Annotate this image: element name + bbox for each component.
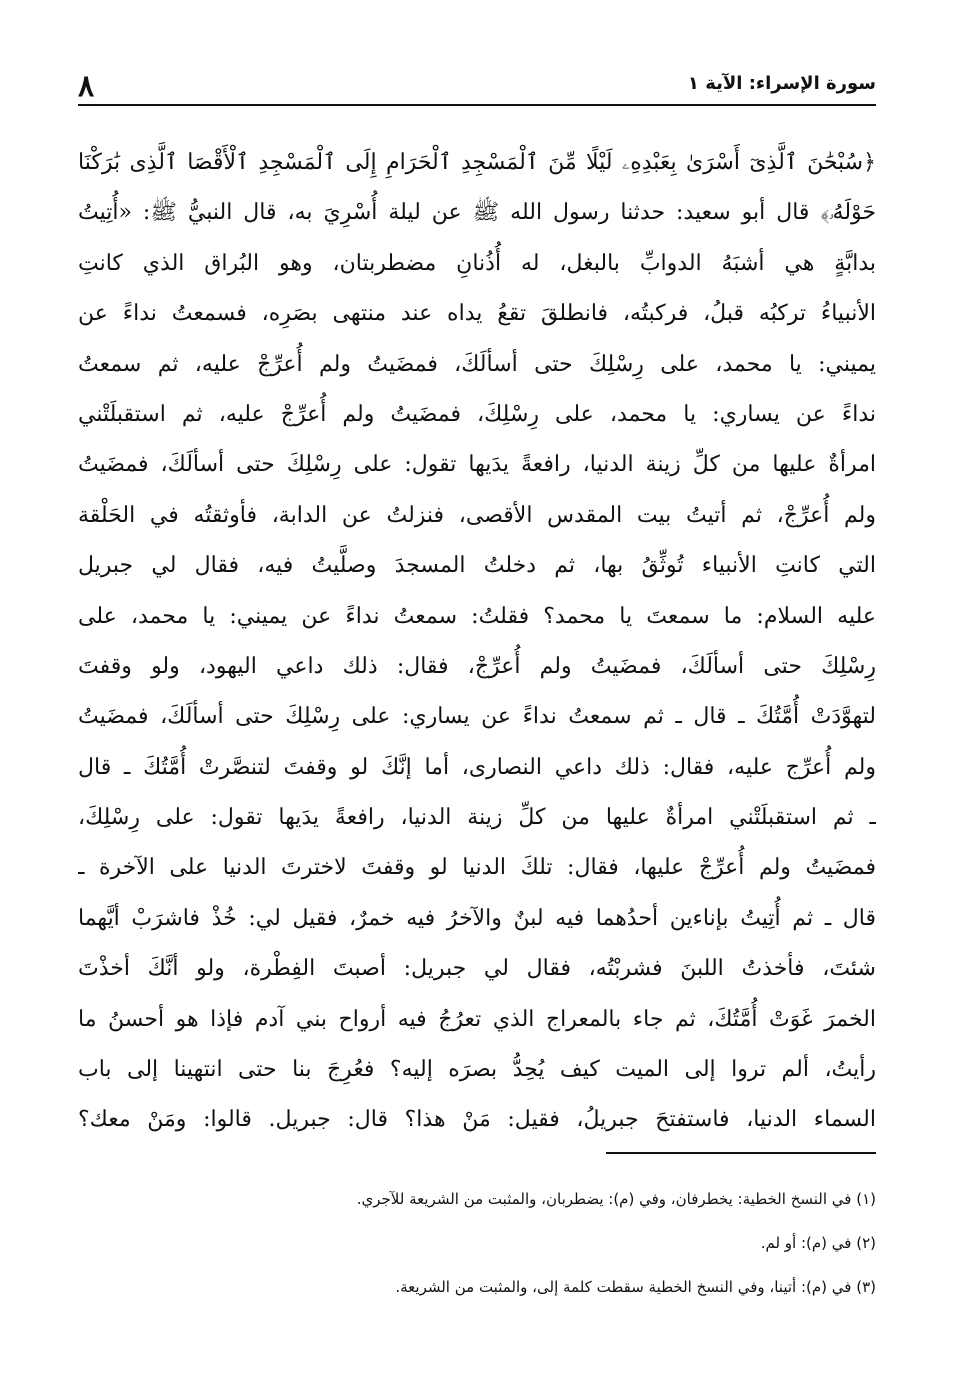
footnote-2: (٢) في (م): أو لم. — [760, 1234, 876, 1252]
text-line: عليه السلام: ما سمعتَ يا محمد؟ فقلتُ: سمعتُ نداءً عن يميني: يا محمد، على — [78, 603, 876, 629]
text-line: امرأةٌ عليها من كلِّ زينة الدنيا، رافعةً يدَيها تقول: على رِسْلِكَ حتى أسألَكَ، فمضَيتُ — [78, 452, 876, 478]
page-header — [78, 60, 876, 106]
text-line: رِسْلِكَ حتى أسألَكَ، فمضَيتُ ولم أُعرِّجْ، فقال: ذلك داعي اليهود، ولو وقفتَ — [78, 653, 876, 679]
text-line: الأنبياءُ تركبُه قبلُ، فركبتُه، فانطلقَ تقعُ يداه عند منتهى بصَرِه، فسمعتُ نداءً عن — [78, 301, 876, 327]
text-line: قال ـ ثم أُتِيتُ بإناءين أحدُهما فيه لبنٌ والآخرُ فيه خمرٌ، فقيل لي: خُذْ فاشرَبْ أيَّهما — [78, 905, 876, 931]
text-line: فمضَيتُ ولم أُعرِّجْ عليها، فقال: تلكَ الدنيا لو وقفتَ لاخترتَ الدنيا على الآخرة ـ — [78, 855, 876, 881]
text-line: التي كانتِ الأنبياء تُوثِّقُ بها، ثم دخلتُ المسجدَ وصلَّيتُ فيه، فقال لي جبريل — [78, 553, 876, 579]
footnote-3: (٣) في (م): أتينا، وفي النسخ الخطية سقطت كلمة إلى، والمثبت من الشريعة. — [395, 1278, 876, 1296]
text-line — [78, 239, 876, 289]
text-line: ولم أُعرِّجْ، ثم أتيتُ بيت المقدس الأقصى، فنزلتُ عن الدابة، فأوثقتُه في الحَلْقة — [78, 502, 876, 528]
text-line: لتهوَّدَتْ أُمَّتُكَ ـ قال ـ ثم سمعتُ نداءً عن يساري: على رِسْلِكَ حتى أسألَكَ، فمضَيتُ — [78, 704, 876, 730]
running-title: سورة الإسراء: الآية ١ — [687, 73, 876, 94]
text-line: نداءً عن يساري: يا محمد، على رِسْلِكَ، فمضَيتُ ولم أُعرِّجْ عليه، ثم استقبلَتْني — [78, 401, 876, 427]
page-number: ٨ — [78, 70, 95, 103]
text-line: رأيتُ، ألم تروا إلى الميت كيف يُحِدُّ بصرَه إليه؟ فعُرِجَ بنا حتى انتهينا إلى باب — [78, 1057, 876, 1083]
footnote-1: (١) في النسخ الخطية: يخطرفان، وفي (م): يضطربان، والمثبت من الشريعة للآجري. — [356, 1190, 876, 1208]
text-line: ﴿سُبْحَٰنَ ٱلَّذِىٓ أَسْرَىٰ بِعَبْدِهِۦ لَيْلًا مِّنَ ٱلْمَسْجِدِ ٱلْحَرَامِ إِلَى ٱلْمَسْجِدِ ٱلْأَقْصَا ٱلَّذِى بَٰرَكْنَا — [78, 150, 876, 175]
text-line: ولم أُعرِّج عليه، فقال: ذلك داعي النصارى، أما إنَّكَ لو وقفتَ لتنصَّرتْ أُمَّتُكَ ـ قال — [78, 754, 876, 780]
text-line: شئتَ، فأخذتُ اللبنَ فشربْتُه، فقال لي جبريل: أصبتَ الفِطْرة، ولو أنَّكَ أخذْتَ — [78, 956, 876, 982]
text-line: الخمرَ غَوَتْ أُمَّتُكَ، ثم جاء بالمعراج الذي تعرُجُ فيه أرواح بني آدم فإذا هو أحسنُ ما — [78, 1006, 876, 1032]
text-line: حَوْلَهُۥ﴾ قال أبو سعيد: حدثنا رسول الله ﷺ عن ليلة أُسْرِيَ به، قال النبيُّ ﷺ: «أُتِيتُ — [78, 200, 876, 226]
main-text — [78, 138, 876, 1148]
footnote-divider — [606, 1152, 876, 1154]
text-segment: بدابَّةٍ هي أشبَهُ الدوابِّ بالبغل، له أُذُنانِ مضطربتان، وهو البُراق الذي كانتِ — [78, 250, 876, 276]
footnotes — [78, 1188, 876, 1320]
text-line: يميني: يا محمد، على رِسْلِكَ حتى أسألَكَ، فمضَيتُ ولم أُعرِّجْ عليه، ثم سمعتُ — [78, 351, 876, 377]
text-line: ـ ثم استقبلَتْني امرأةٌ عليها من كلِّ زينة الدنيا، رافعةً يدَيها تقول: على رِسْلِكَ، — [78, 805, 876, 831]
text-line: السماء الدنيا، فاستفتحَ جبريلُ، فقيل: مَنْ هذا؟ قال: جبريل. قالوا: ومَنْ معك؟ — [78, 1107, 876, 1133]
